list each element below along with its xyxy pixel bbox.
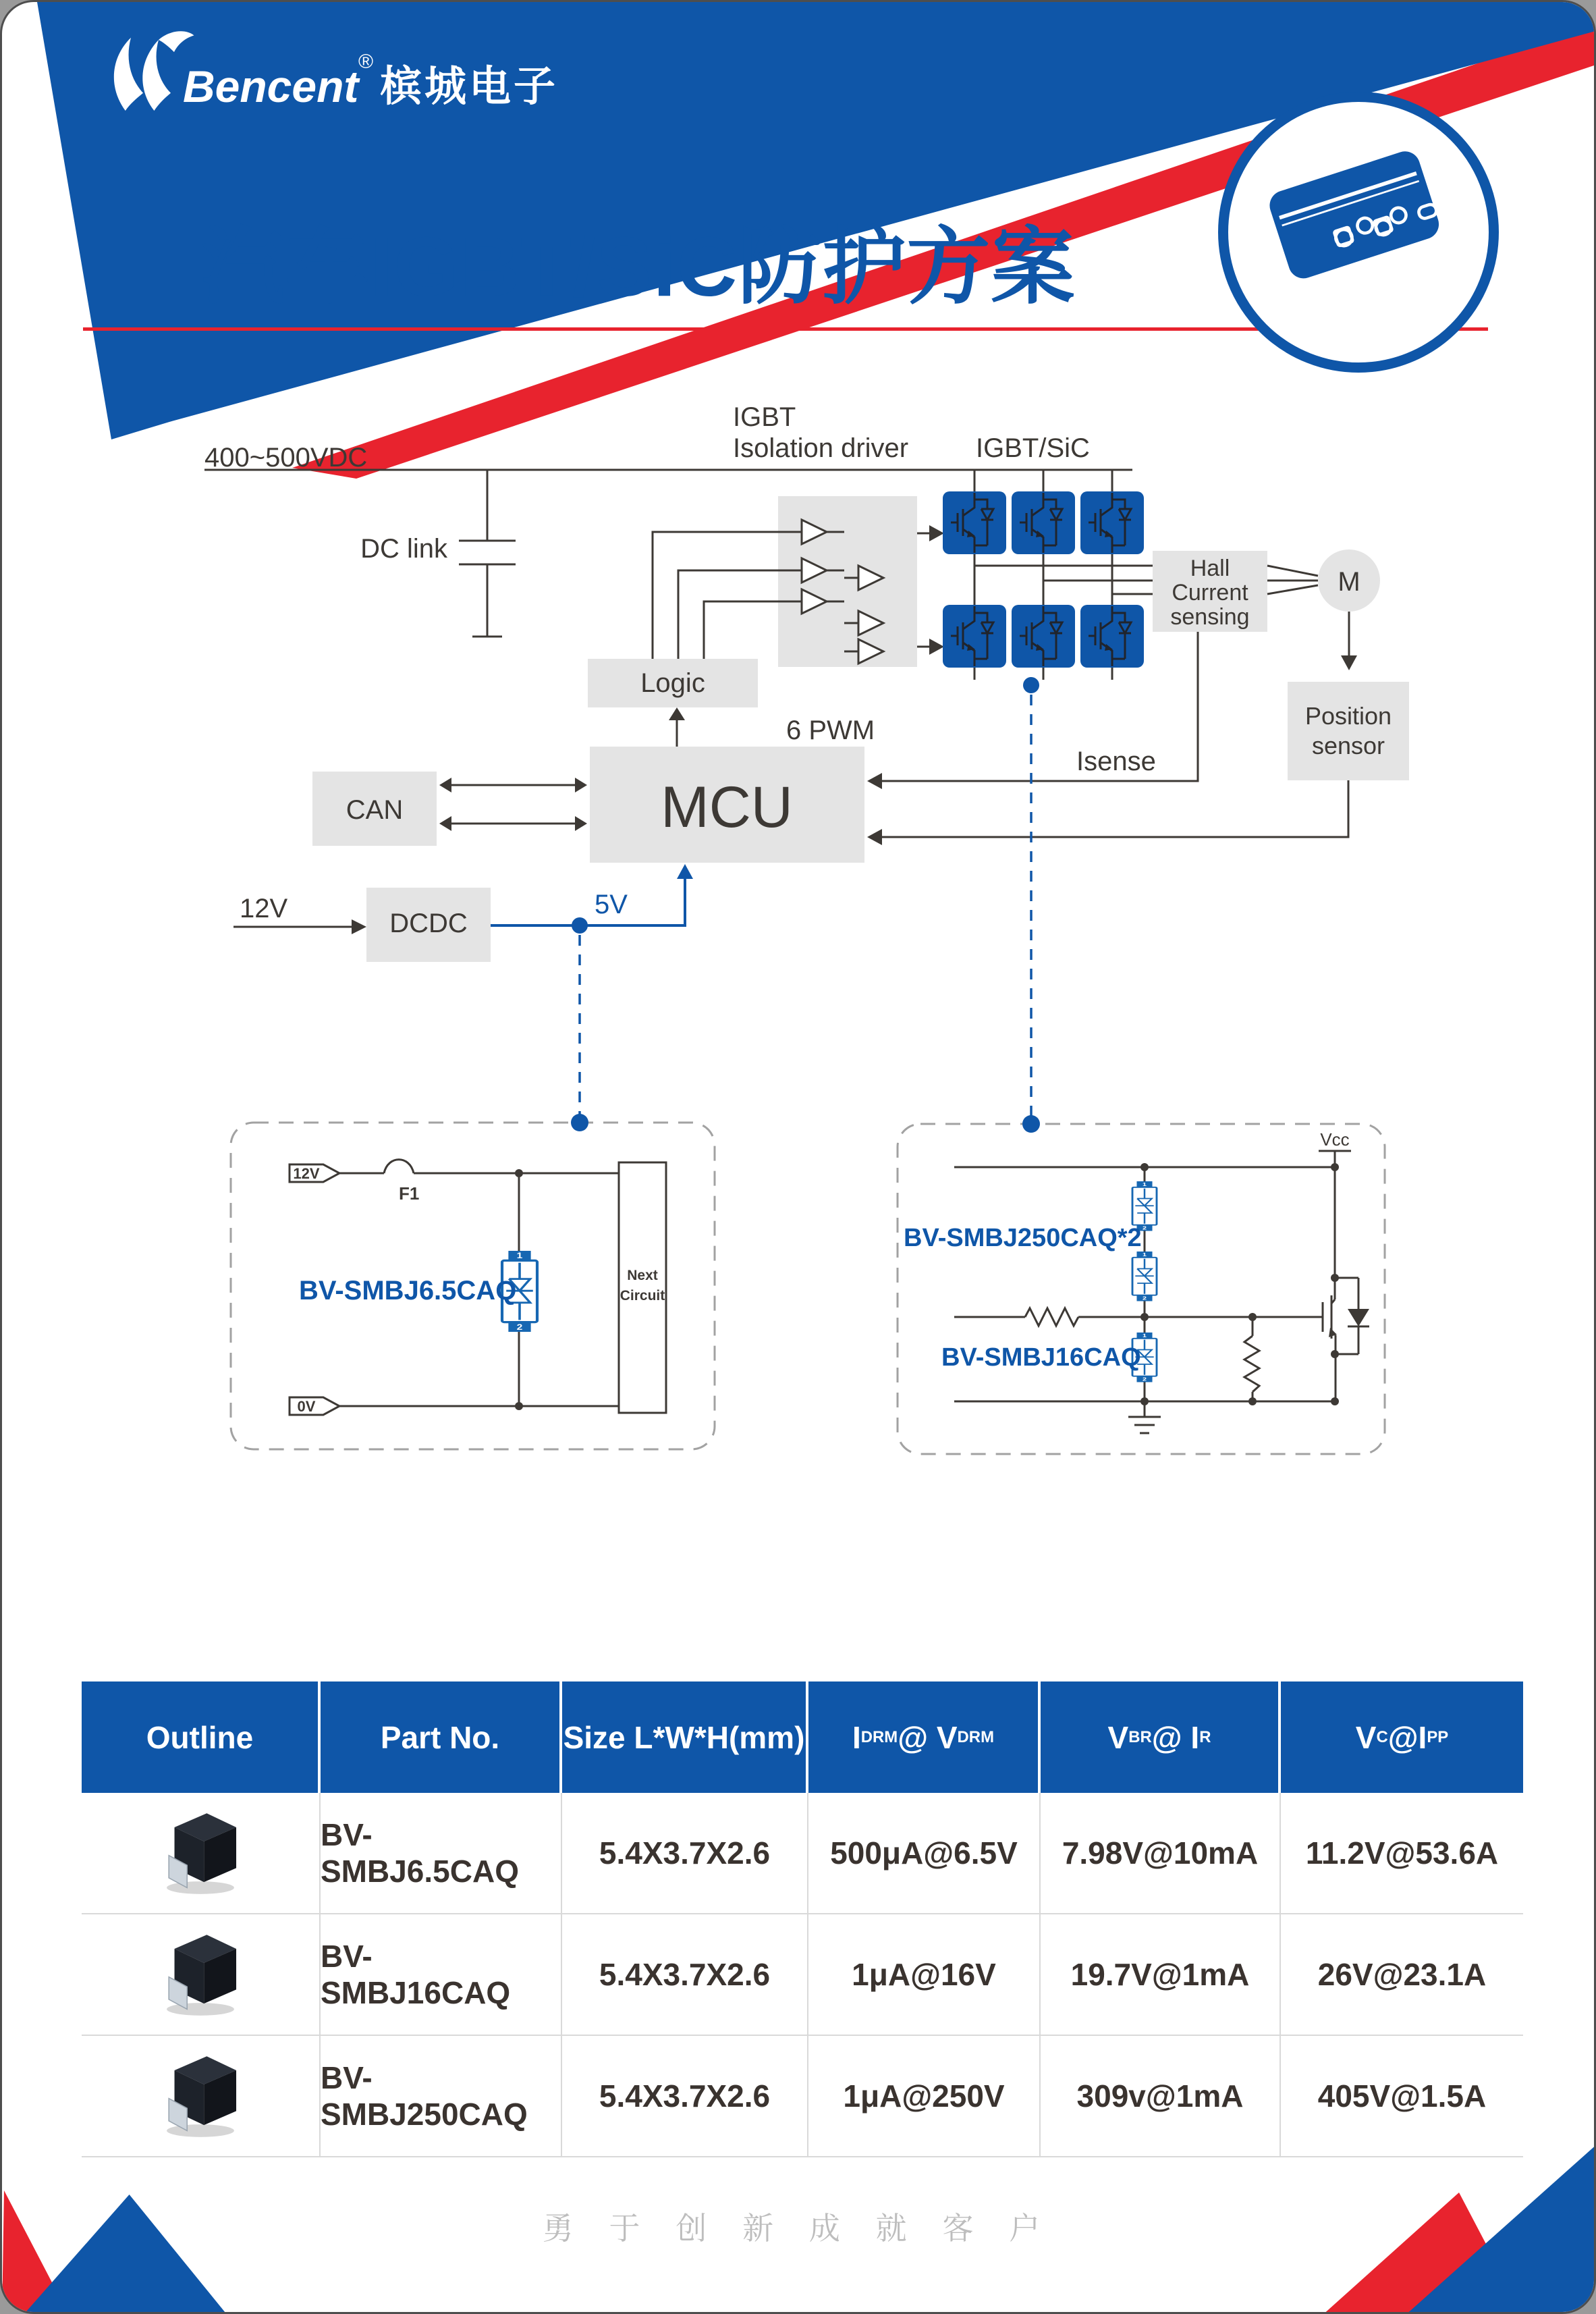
part-label-smbj250caq: BV-SMBJ250CAQ*2	[904, 1224, 1142, 1252]
component-photo-icon	[146, 1809, 254, 1897]
logic-label: Logic	[640, 668, 705, 698]
table-row	[82, 2036, 1523, 2157]
idrm-cell: 500μA@6.5V	[808, 1793, 1041, 1913]
isolation-driver	[653, 402, 944, 667]
igbt-sic-label: IGBT/SiC	[976, 433, 1090, 463]
igbt-transistor-icon	[1323, 1167, 1337, 1401]
tvs-diode-icon	[1132, 1252, 1157, 1301]
hall-label-3: sensing	[1170, 604, 1250, 630]
logic-block	[588, 659, 758, 707]
part-cell: BV-SMBJ6.5CAQ	[321, 1793, 562, 1913]
dcdc-block	[233, 864, 693, 962]
detail-circuit-right	[898, 1115, 1385, 1454]
part-cell: BV-SMBJ250CAQ	[321, 2036, 562, 2156]
page-title: 汽车IGBT/SiC防护方案	[201, 221, 1076, 314]
vbr-cell: 19.7V@1mA	[1041, 1914, 1281, 2035]
idrm-cell: 1μA@16V	[808, 1914, 1041, 2035]
part-label-smbj16caq: BV-SMBJ16CAQ	[941, 1343, 1141, 1372]
v5-label: 5V	[595, 890, 628, 919]
col-header-outline: Outline	[82, 1681, 321, 1793]
series-resistor-icon	[1025, 1308, 1078, 1326]
size-cell: 5.4X3.7X2.6	[562, 2036, 808, 2156]
detail-link-right	[1023, 677, 1039, 1124]
col-header-vc: V C @I PP	[1355, 1719, 1449, 1755]
isense-label: Isense	[1076, 747, 1156, 776]
col-header-vbr: V BR @ I R	[1041, 1681, 1281, 1793]
hall-current-sensing	[1153, 551, 1267, 632]
hall-label-2: Current	[1172, 580, 1248, 606]
dc-link-capacitor	[360, 470, 516, 637]
mcu-label: MCU	[661, 775, 793, 840]
table-row	[82, 1914, 1523, 2036]
detail-circuit-left	[231, 1114, 715, 1449]
motor-label: M	[1338, 567, 1360, 597]
can-block	[312, 772, 587, 846]
vc-cell: 26V@23.1A	[1317, 1957, 1487, 1992]
system-diagram: 1 2 400~500VDC DC link IGBT Isolation driver IGBT/SiC Hall Current sensing M Position sensor Isense Logic MCU 6 PWM CAN 12V DCDC 5V 12V F1 0V Next Circuit BV-SMBJ6.5CAQ Vcc BV-SMBJ250CAQ*2 BV-SMBJ16CAQ	[2, 2, 1596, 1521]
part-label-smbj65caq: BV-SMBJ6.5CAQ	[299, 1276, 517, 1306]
next-circuit-label-1: Next	[627, 1268, 658, 1283]
footer-slogan: 勇 于 创 新 成 就 客 户	[542, 2211, 1054, 2246]
can-label: CAN	[346, 795, 404, 825]
tag-0v: 0V	[297, 1398, 316, 1415]
size-cell: 5.4X3.7X2.6	[562, 1914, 808, 2035]
phase-lines	[974, 566, 1153, 594]
component-photo-icon	[146, 2052, 254, 2140]
position-label-1: Position	[1304, 702, 1392, 730]
gate-resistor-icon	[1244, 1317, 1259, 1401]
part-cell: BV-SMBJ16CAQ	[321, 1914, 562, 2035]
col-header-idrm: I DRM @ V DRM	[808, 1681, 1041, 1793]
spec-table	[82, 1681, 1523, 2157]
outline-cell	[82, 1793, 321, 1913]
brand-name: Bencent	[183, 61, 359, 111]
col-header-size: Size L*W*H(mm)	[562, 1681, 808, 1793]
fuse-icon	[384, 1160, 414, 1173]
product-badge	[1218, 92, 1499, 373]
outline-cell	[82, 1914, 321, 2035]
tag-12v: 12V	[293, 1165, 320, 1182]
size-cell: 5.4X3.7X2.6	[562, 1793, 808, 1913]
mcu-block	[590, 707, 875, 863]
v12-label: 12V	[240, 894, 288, 923]
spec-table-header	[82, 1681, 1523, 1793]
brand-name-cn: 槟城电子	[380, 63, 559, 110]
freewheel-diode-icon	[1331, 1274, 1369, 1358]
position-label-2: sensor	[1311, 732, 1385, 759]
vcc-label: Vcc	[1320, 1129, 1350, 1150]
idrm-cell: 1μA@250V	[808, 2036, 1041, 2156]
driver-label-2: Isolation driver	[733, 433, 909, 463]
next-circuit-label-2: Circuit	[620, 1288, 665, 1303]
motor	[1267, 549, 1380, 612]
driver-label-1: IGBT	[733, 402, 796, 432]
pwm-label: 6 PWM	[786, 716, 875, 745]
dclink-label: DC link	[360, 534, 447, 564]
fuse-label: F1	[399, 1183, 420, 1204]
vc-cell: 405V@1.5A	[1317, 2078, 1487, 2114]
outline-cell	[82, 2036, 321, 2156]
detail-link-left	[572, 917, 588, 1123]
col-header-part: Part No.	[321, 1681, 562, 1793]
table-row	[82, 1793, 1523, 1914]
vdc-label: 400~500VDC	[204, 443, 368, 473]
hall-label-1: Hall	[1190, 556, 1230, 581]
ecu-box-icon	[1228, 102, 1489, 362]
ground-icon	[1128, 1401, 1161, 1433]
vbr-cell: 309v@1mA	[1041, 2036, 1281, 2156]
registered-mark: ®	[358, 51, 374, 73]
vbr-cell: 7.98V@10mA	[1041, 1793, 1281, 1913]
component-photo-icon	[146, 1931, 254, 2018]
dcdc-label: DCDC	[389, 909, 468, 938]
vc-cell: 11.2V@53.6A	[1305, 1835, 1499, 1871]
